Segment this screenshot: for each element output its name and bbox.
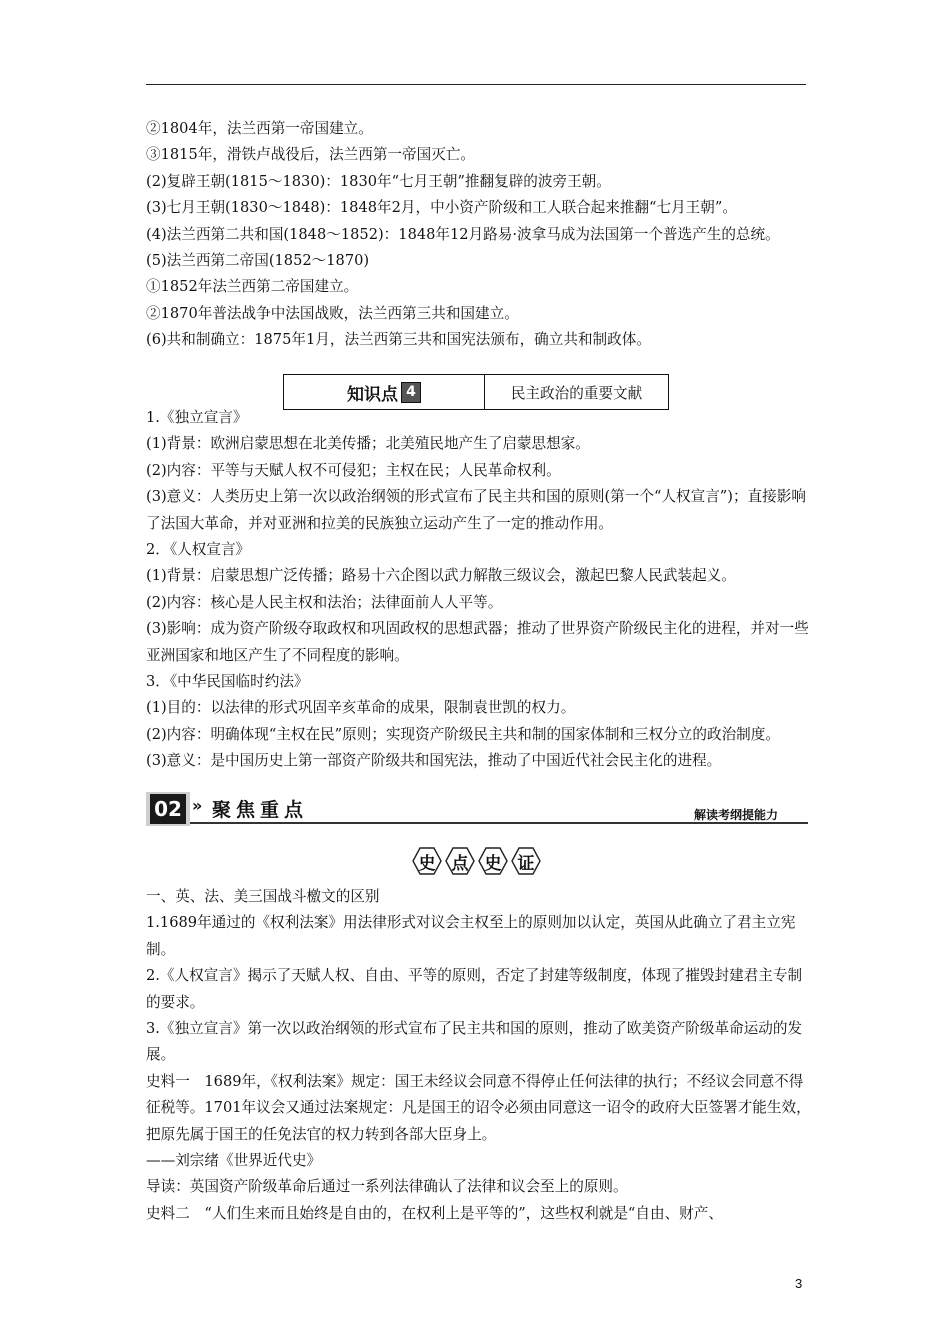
paragraph: (3)意义：是中国历史上第一部资产阶级共和国宪法，推动了中国近代社会民主化的进程。 (146, 752, 722, 770)
hex-badge (412, 846, 442, 876)
paragraph: 史料二 “人们生来而且始终是自由的，在权利上是平等的”，这些权利就是“自由、财产、 (146, 1204, 723, 1222)
paragraph: (2)复辟王朝(1815～1830)：1830年“七月王朝”推翻复辟的波旁王朝。 (146, 172, 611, 190)
paragraph: (6)共和制确立：1875年1月，法兰西第三共和国宪法颁布，确立共和制政体。 (146, 331, 651, 349)
paragraph: 2．《人权宣言》 (146, 541, 251, 559)
knowledge-point-title: 民主政治的重要文献 (510, 384, 643, 402)
paragraph: (3)七月王朝(1830～1848)：1848年2月，中小资产阶级和工人联合起来推翻“七月王朝”。 (146, 199, 737, 217)
hex-title (412, 846, 541, 876)
paragraph: (2)内容：核心是人民主权和法治；法律面前人人平等。 (146, 593, 503, 611)
paragraph: 一、英、法、美三国战斗檄文的区别 (146, 888, 380, 905)
knowledge-point-label-cell (284, 375, 485, 409)
section-french-regimes (146, 116, 811, 354)
hex-char: 证 (517, 853, 535, 874)
paragraph: 3.《独立宣言》第一次以政治纲领的形式宣布了民主共和国的原则，推动了欧美资产阶级革命运动的发展。 (146, 1020, 803, 1064)
paragraph: 史料一 1689年，《权利法案》规定：国王未经议会同意不得停止任何法律的执行；不经议会同意不得征税等。1701年议会又通过法案规定：凡是国王的诏令必须由同意这一诏令的政府大臣签署才能生效，把原先属于国王的任免法官的权力转到各部大臣身上。 (146, 1072, 811, 1143)
header-rule (146, 84, 806, 85)
paragraph: ②1804年，法兰西第一帝国建立。 (146, 120, 373, 137)
section-historical-evidence (146, 884, 811, 1227)
source-citation: ——刘宗绪《世界近代史》 (146, 1152, 322, 1170)
hex-badge (511, 846, 541, 876)
hex-char: 点 (451, 853, 469, 874)
hex-char: 史 (418, 853, 436, 874)
section-subtitle: 解读考纲提能力 (693, 808, 778, 822)
paragraph: (3)影响：成为资产阶级夺取政权和巩固政权的思想武器；推动了世界资产阶级民主化的进程，并对一些亚洲国家和地区产生了不同程度的影响。 (146, 620, 809, 664)
paragraph: ②1870年普法战争中法国战败，法兰西第三共和国建立。 (146, 304, 519, 322)
paragraph: (1)背景：欧洲启蒙思想在北美传播；北美殖民地产生了启蒙思想家。 (146, 435, 590, 453)
section-header (146, 792, 808, 828)
paragraph: (1)背景：启蒙思想广泛传播；路易十六企图以武力解散三级议会，激起巴黎人民武装起义。 (146, 567, 736, 585)
paragraph: (4)法兰西第二共和国(1848～1852)：1848年12月路易·波拿马成为法国第一个普选产生的总统。 (146, 225, 780, 243)
hex-badge (478, 846, 508, 876)
paragraph: 3．《中华民国临时约法》 (146, 673, 309, 691)
paragraph: (3)意义：人类历史上第一次以政治纲领的形式宣布了民主共和国的原则(第一个“人权宣言”)；直接影响了法国大革命，并对亚洲和拉美的民族独立运动产生了一定的推动作用。 (146, 488, 806, 532)
paragraph: 2.《人权宣言》揭示了天赋人权、自由、平等的原则，否定了封建等级制度，体现了摧毁封建君主专制的要求。 (146, 967, 803, 1011)
paragraph: ①1852年法兰西第二帝国建立。 (146, 278, 359, 296)
section-title: 聚焦重点 (212, 799, 309, 821)
hex-char: 史 (484, 853, 502, 874)
paragraph: (2)内容：明确体现“主权在民”原则；实现资产阶级民主共和制的国家体制和三权分立的政治制度。 (146, 725, 780, 743)
paragraph: (2)内容：平等与天赋人权不可侵犯；主权在民；人民革命权利。 (146, 461, 561, 479)
paragraph: (1)目的：以法律的形式巩固辛亥革命的成果，限制袁世凯的权力。 (146, 699, 576, 717)
section-underline (190, 822, 808, 824)
paragraph: 1.1689年通过的《权利法案》用法律形式对议会主权至上的原则加以认定，英国从此确立了君主立宪制。 (146, 914, 796, 958)
knowledge-point-label: 知识点 (347, 384, 398, 405)
paragraph: 1.《独立宣言》 (146, 409, 248, 426)
section-number: 02 (150, 794, 186, 824)
paragraph: 导读：英国资产阶级革命后通过一系列法律确认了法律和议会至上的原则。 (146, 1178, 628, 1196)
paragraph: (5)法兰西第二帝国(1852～1870) (146, 252, 370, 270)
section-documents (146, 405, 811, 775)
knowledge-point-number: 4 (401, 382, 421, 403)
section-arrow-icon: » (192, 796, 203, 815)
hex-badge (445, 846, 475, 876)
page-number: 3 (795, 1276, 803, 1291)
paragraph: ③1815年，滑铁卢战役后，法兰西第一帝国灭亡。 (146, 146, 476, 164)
